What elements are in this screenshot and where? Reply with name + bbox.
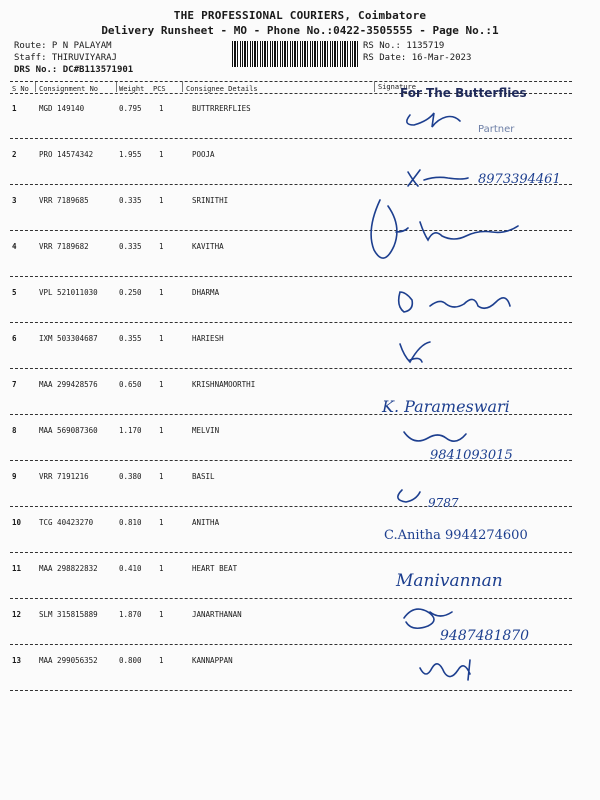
row-weight: 0.650 [119,380,142,389]
signature-phone-1: 8973394461 [478,172,561,187]
row-consignee: BASIL [192,472,215,481]
row-weight: 0.355 [119,334,142,343]
row-consignee: SRINITHI [192,196,229,205]
col-header-weight: Weight [119,85,145,93]
row-consignment-no: VRR 7191216 [39,472,89,481]
col-header-signature: Signature [378,83,416,91]
row-consignment-no: VRR 7189682 [39,242,89,251]
row-pcs: 1 [159,380,164,389]
row-sno: 7 [12,380,17,389]
signature-name-11: Manivannan [396,571,503,591]
row-weight: 0.250 [119,288,142,297]
col-divider [374,82,375,92]
row-divider [10,276,572,277]
row-consignee: KRISHNAMOORTHI [192,380,256,389]
signature-name-7: K. Parameswari [382,397,510,416]
row-sno: 5 [12,288,17,297]
row-consignee: KAVITHA [192,242,224,251]
row-divider [10,368,572,369]
col-divider [182,82,183,92]
row-weight: 0.410 [119,564,142,573]
row-weight: 1.870 [119,610,142,619]
col-header-details: Consignee Details [186,85,258,93]
signature-text-10: C.Anitha 9944274600 [384,528,528,543]
row-consignee: HARIESH [192,334,224,343]
row-sno: 8 [12,426,17,435]
row-sno: 12 [12,610,22,619]
row-pcs: 1 [159,656,164,665]
row-weight: 0.795 [119,104,142,113]
row-consignment-no: MAA 569087360 [39,426,98,435]
route-label: Route: P N PALAYAM [14,41,112,51]
row-weight: 0.335 [119,242,142,251]
row-divider [10,552,572,553]
row-weight: 0.335 [119,196,142,205]
row-consignment-no: VPL 521011030 [39,288,98,297]
row-consignee: BUTTRRERFLIES [192,104,251,113]
row-divider [10,690,572,691]
row-pcs: 1 [159,564,164,573]
row-consignee: MELVIN [192,426,220,435]
row-pcs: 1 [159,472,164,481]
rs-number: RS No.: 1135719 [363,41,445,51]
company-title: THE PROFESSIONAL COURIERS, Coimbatore [173,9,427,22]
row-consignment-no: MAA 298822832 [39,564,98,573]
rs-date: RS Date: 16-Mar-2023 [363,53,472,63]
row-consignee: KANNAPPAN [192,656,233,665]
row-sno: 1 [12,104,17,113]
staff-label: Staff: THIRUVIYARAJ [14,53,117,63]
row-consignment-no: IXM 503304687 [39,334,98,343]
row-pcs: 1 [159,104,164,113]
signature-text-9: 9787 [428,496,459,510]
row-sno: 3 [12,196,17,205]
row-pcs: 1 [159,518,164,527]
row-weight: 0.380 [119,472,142,481]
row-sno: 11 [12,564,22,573]
row-pcs: 1 [159,150,164,159]
row-pcs: 1 [159,334,164,343]
row-pcs: 1 [159,196,164,205]
drs-number: DRS No.: DC#B113571901 [14,65,134,75]
row-pcs: 1 [159,288,164,297]
signature-phone-8: 9841093015 [430,448,513,463]
row-consignment-no: MGD 149140 [39,104,85,113]
row-sno: 10 [12,518,22,527]
row-sno: 2 [12,150,17,159]
row-divider [10,644,572,645]
row-consignment-no: SLM 315815889 [39,610,98,619]
stamp-line-1: For The Butterflies [400,86,527,100]
barcode [232,41,358,67]
col-divider [35,82,36,92]
col-header-consignment: Consignment No [39,85,99,93]
header-rule-top [10,81,572,82]
row-pcs: 1 [159,426,164,435]
runsheet-subtitle: Delivery Runsheet - MO - Phone No.:0422-3505555 - Page No.:1 [101,24,499,37]
row-pcs: 1 [159,610,164,619]
row-consignee: ANITHA [192,518,220,527]
row-consignee: POOJA [192,150,215,159]
row-sno: 13 [12,656,22,665]
row-divider [10,138,572,139]
row-consignment-no: VRR 7189685 [39,196,89,205]
row-divider [10,598,572,599]
row-weight: 0.810 [119,518,142,527]
row-consignment-no: MAA 299056352 [39,656,98,665]
col-divider [116,82,117,92]
col-header-pcs: PCS [153,85,166,93]
row-divider [10,506,572,507]
row-consignee: HEART BEAT [192,564,238,573]
stamp-line-2: Partner [478,124,515,135]
row-weight: 0.800 [119,656,142,665]
row-pcs: 1 [159,242,164,251]
row-weight: 1.955 [119,150,142,159]
row-weight: 1.170 [119,426,142,435]
col-header-sno: S No [12,85,29,93]
row-sno: 4 [12,242,17,251]
row-consignment-no: TCG 40423270 [39,518,94,527]
row-consignee: DHARMA [192,288,220,297]
signature-phone-12: 9487481870 [440,628,530,644]
row-consignment-no: MAA 299428576 [39,380,98,389]
row-sno: 6 [12,334,17,343]
row-consignee: JANARTHANAN [192,610,242,619]
row-consignment-no: PRO 14574342 [39,150,94,159]
row-sno: 9 [12,472,17,481]
row-divider [10,230,572,231]
row-divider [10,322,572,323]
